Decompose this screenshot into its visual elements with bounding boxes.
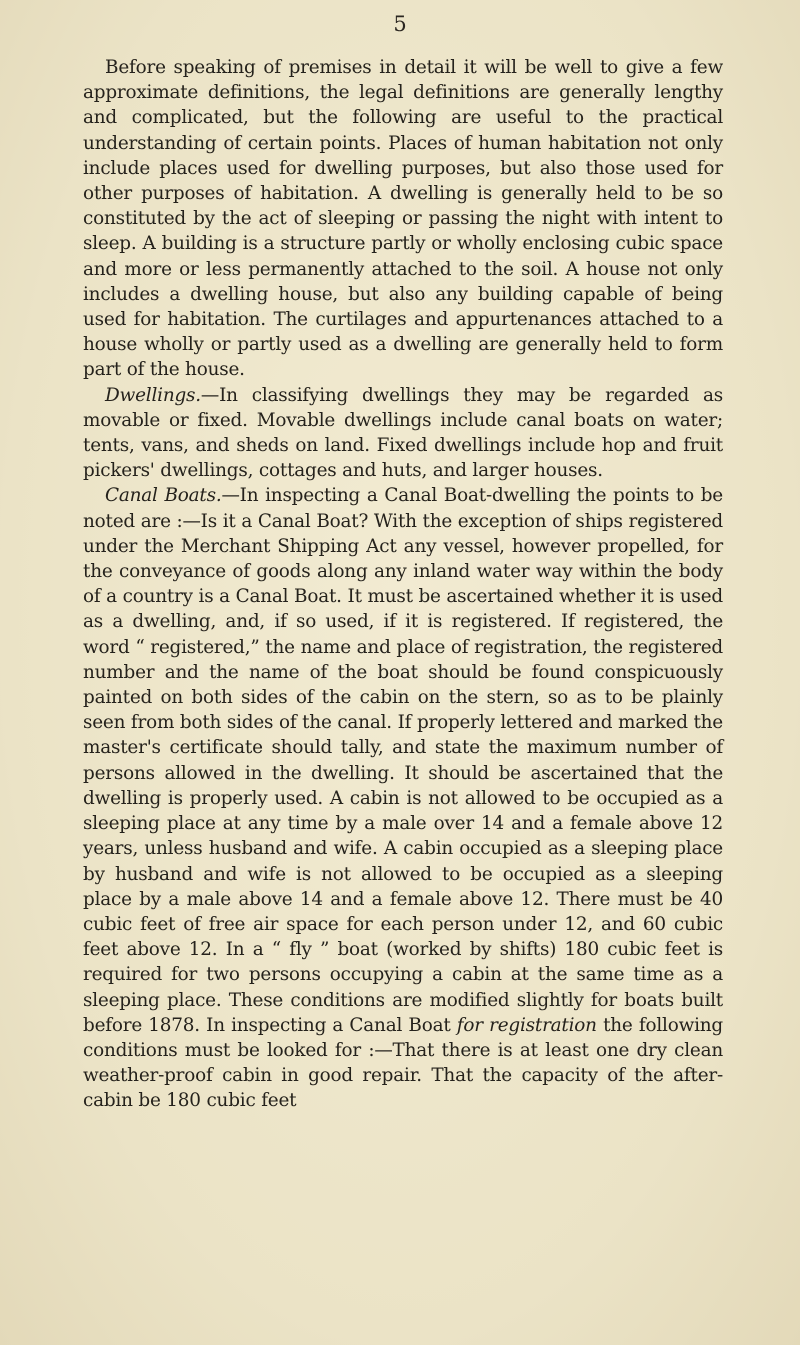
italic-phrase: for registration — [456, 1014, 597, 1036]
paragraph-dwellings — [83, 383, 723, 484]
paragraph-text-tail: the following conditions must be looked for :—That there is at least one dry clean weather-proof cabin in good repair. That the capacity of the after-cabin be 180 cubic feet — [83, 1014, 724, 1112]
paragraph-text: Before speaking of premises in detail it will be well to give a few approximate definitions, the legal definitions are generally lengthy and complicated, but the following are useful to the practical understanding of certain points. Places of human habitation not only include places used for dwelling purposes, but also those used for other purposes of habitation. A dwelling is generally held to be so constituted by the act of sleeping or passing the night with intent to sleep. A building is a structure partly or wholly enclosing cubic space and more or less permanently attached to the soil. A house not only includes a dwelling house, but also any building capable of being used for habitation. The curtilages and appurtenances attached to a house wholly or partly used as a dwelling are generally held to form part of the house. — [83, 57, 723, 381]
paragraph-definitions — [83, 55, 723, 383]
section-heading-canal-boats: Canal Boats. — [105, 485, 222, 507]
paragraph-text: —In inspecting a Canal Boat-dwelling the points to be noted are :—Is it a Canal Boat? With the exception of ships registered under the Merchant Shipping Act any vessel, however propelled, for the conveyance of goods along any inland water way within the body of a country is a Canal Boat. It must be ascertained whether it is used as a dwelling, and, if so used, if it is registered. If registered, the word “ registered,” the name and place of registration, the registered number and the name of the boat should be found conspicuously painted on both sides of the cabin on the stern, so as to be plainly seen from both sides of the canal. If properly lettered and marked the master's certificate should tally, and state the maximum number of persons allowed in the dwelling. It should be ascertained that the dwelling is properly used. A cabin is not allowed to be occupied as a sleeping place at any time by a male over 14 and a female above 12 years, unless husband and wife. A cabin occupied as a sleeping place by husband and wife is not allowed to be occupied as a sleeping place by a male above 14 and a female above 12. There must be 40 cubic feet of free air space for each person under 12, and 60 cubic feet above 12. In a “ fly ” boat (worked by shifts) 180 cubic feet is required for two persons occupying a cabin at the same time as a sleeping place. These conditions are modified slightly for boats built before 1878. In inspecting a Canal Boat — [83, 485, 723, 1036]
section-heading-dwellings: Dwellings. — [105, 384, 201, 406]
page-number: 5 — [393, 12, 407, 36]
paragraph-canal-boats — [83, 483, 723, 1113]
body-text — [83, 55, 723, 1114]
paragraph-text: —In classifying dwellings they may be regarded as movable or fixed. Movable dwellings include canal boats on water; tents, vans, and sheds on land. Fixed dwellings include hop and fruit pickers' dwellings, cottages and huts, and larger houses. — [83, 384, 723, 482]
